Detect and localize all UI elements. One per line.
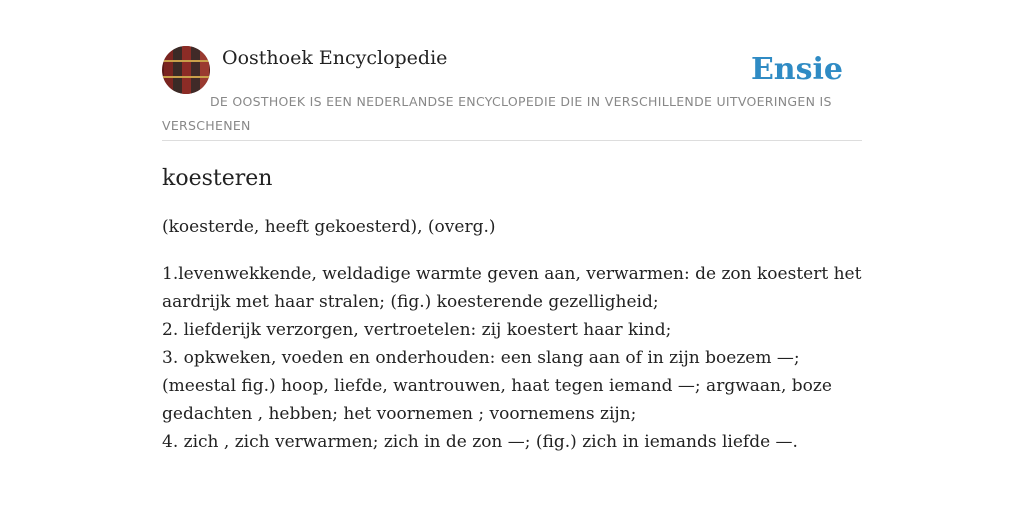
entry-headword: koesteren	[162, 166, 273, 191]
definition-item: 2. liefderijk verzorgen, vertroetelen: zij koestert haar kind;	[162, 320, 672, 340]
entry-definitions	[162, 260, 862, 456]
source-header	[162, 46, 862, 141]
source-avatar[interactable]	[162, 46, 210, 94]
entry-content	[162, 160, 862, 456]
definition-item: 3. opkweken, voeden en onderhouden: een slang aan of in zijn boezem —; (meestal fig.) hoop, liefde, wantrouwen, haat tegen iemand —; argwaan, boze gedachten , hebben; het voornemen ; voornemens zijn;	[162, 348, 832, 424]
source-description: DE OOSTHOEK IS EEN NEDERLANDSE ENCYCLOPEDIE DIE IN VERSCHILLENDE UITVOERINGEN IS VERSCHENEN	[162, 94, 832, 133]
definition-item: 4. zich , zich verwarmen; zich in de zon —; (fig.) zich in iemands liefde —.	[162, 432, 798, 452]
source-name[interactable]: Oosthoek Encyclopedie	[222, 47, 448, 69]
definition-item: 1.levenwekkende, weldadige warmte geven aan, verwarmen: de zon koestert het aardrijk met haar stralen; (fig.) koesterende gezelligheid;	[162, 264, 862, 312]
brand-logo[interactable]: Ensie	[750, 52, 843, 87]
entry-grammar: (koesterde, heeft gekoesterd), (overg.)	[162, 217, 496, 237]
